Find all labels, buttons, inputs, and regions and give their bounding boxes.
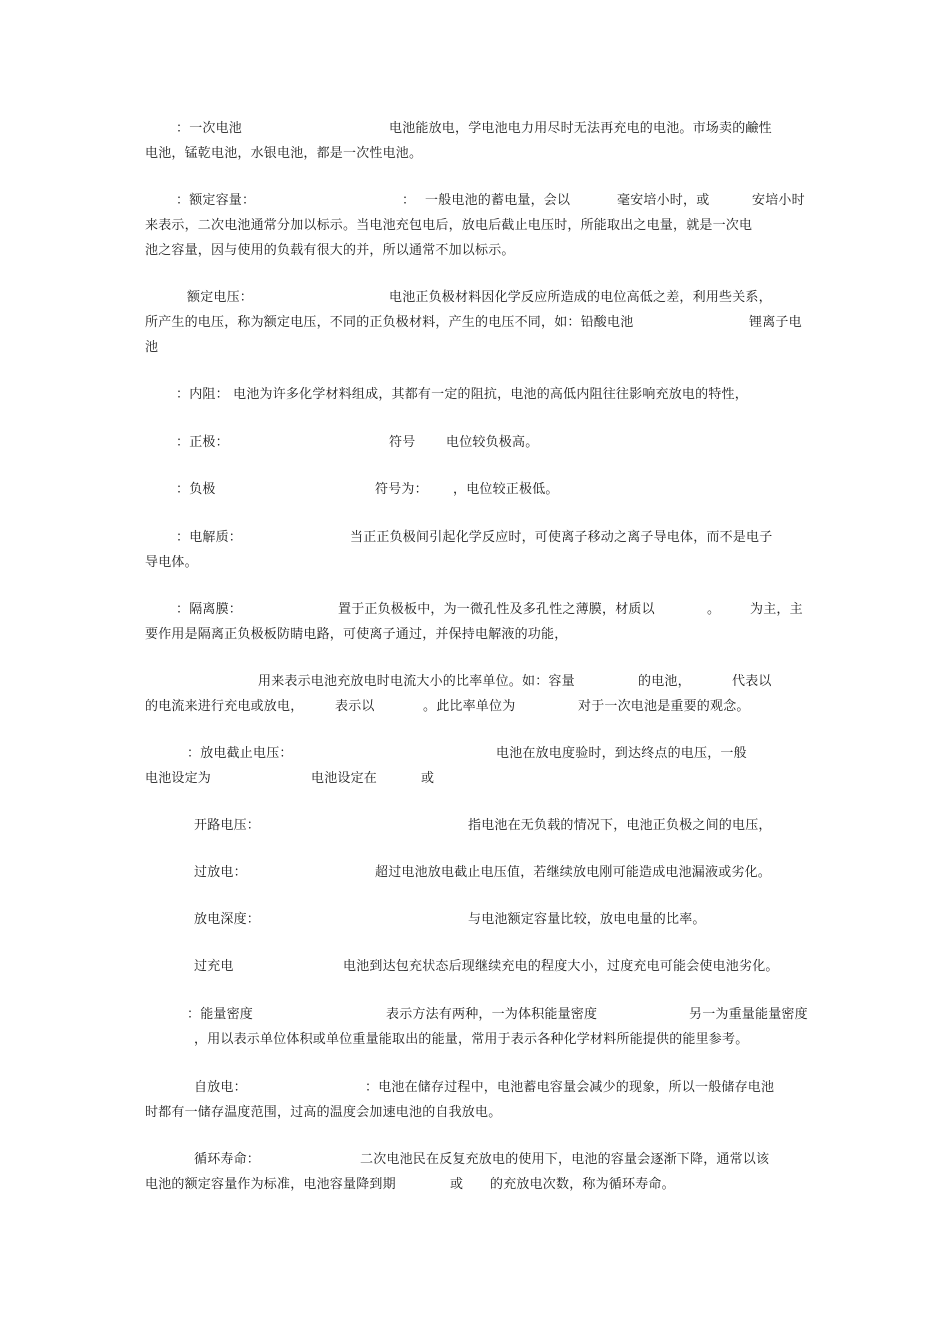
- separator-line-2: 要作用是隔离正负极板防睛电路，可使离子通过，并保持电解液的功能，: [145, 627, 568, 642]
- self-discharge-line-2: 时都有一储存温度范围，过高的温度会加速电池的自我放电。: [145, 1105, 502, 1120]
- cutoff-voltage-line-2b: 电池设定在: [311, 771, 378, 786]
- rated-voltage-line-2a: 所产生的电压，称为额定电压，不同的正负极材料，产生的电压不同，如：铅酸电池: [145, 315, 634, 330]
- rated-capacity-line-1c: 安培小时: [752, 193, 805, 208]
- c-rate-line-2a: 的电流来进行充电或放电，: [145, 699, 304, 714]
- electrolyte-line-2: 导电体。: [145, 555, 198, 570]
- rated-capacity-colon: ：: [402, 193, 416, 208]
- term-separator: ：隔离膜：: [176, 602, 243, 617]
- term-overcharge: 过充电: [194, 959, 234, 974]
- cutoff-voltage-line-2c: 或: [421, 771, 435, 786]
- rated-voltage-line-3: 池: [145, 340, 159, 355]
- term-electrolyte: ：电解质：: [176, 530, 243, 545]
- separator-line-1a: 置于正负极板中，为一微孔性及多孔性之薄膜，材质以: [338, 602, 655, 617]
- rated-capacity-line-2: 来表示，二次电池通常分加以标示。当电池充包电后，放电后截止电压时，所能取出之电量，就是一次电: [145, 218, 753, 233]
- overcharge-text: 电池到达包充状态后现继续充电的程度大小，过度充电可能会使电池劣化。: [343, 959, 779, 974]
- term-over-discharge: 过放电：: [194, 865, 247, 880]
- term-rated-capacity: ：额定容量：: [176, 193, 256, 208]
- depth-of-discharge-text: 与电池额定容量比较，放电电量的比率。: [468, 912, 706, 927]
- self-discharge-line-1: ：电池在储存过程中，电池蓄电容量会减少的现象，所以一般储存电池: [365, 1080, 775, 1095]
- separator-line-1b: 。: [707, 602, 721, 617]
- primary-battery-line-1: 电池能放电，学电池电力用尽时无法再充电的电池。市场卖的鹼性: [389, 121, 772, 136]
- term-open-circuit-voltage: 开路电压：: [194, 818, 261, 833]
- c-rate-line-2d: 对于一次电池是重要的观念。: [578, 699, 750, 714]
- negative-electrode-text-a: 符号为：: [375, 482, 428, 497]
- c-rate-line-1a: 用来表示电池充放电时电流大小的比率单位。如：容量: [258, 674, 575, 689]
- separator-line-1c: 为主，主: [750, 602, 803, 617]
- c-rate-line-1b: 的电池，: [638, 674, 691, 689]
- term-primary-battery: ：一次电池: [176, 121, 243, 136]
- electrolyte-line-1: 当正正负极间引起化学反应时，可使离子移动之离子导电体，而不是电子: [350, 530, 773, 545]
- term-negative-electrode: ：负极: [176, 482, 216, 497]
- cycle-life-line-2b: 或: [450, 1177, 464, 1192]
- term-self-discharge: 自放电：: [194, 1080, 247, 1095]
- rated-voltage-line-1: 电池正负极材料因化学反应所造成的电位高低之差，利用些关系，: [389, 290, 772, 305]
- energy-density-line-2: ，用以表示单位体积或单位重量能取出的能量，常用于表示各种化学材料所能提供的能里参考。: [194, 1032, 749, 1047]
- cycle-life-line-1: 二次电池民在反复充放电的使用下，电池的容量会逐渐下降，通常以该: [360, 1152, 770, 1167]
- open-circuit-voltage-text: 指电池在无负载的情况下，电池正负极之间的电压，: [468, 818, 772, 833]
- rated-voltage-line-2b: 锂离子电: [749, 315, 802, 330]
- cutoff-voltage-line-2a: 电池设定为: [145, 771, 212, 786]
- positive-electrode-text-a: 符号: [389, 435, 416, 450]
- term-depth-of-discharge: 放电深度：: [194, 912, 261, 927]
- internal-resistance-text: ：内阻： 电池为许多化学材料组成，其都有一定的阻抗，电池的高低内阻往往影响充放电的特性，: [176, 387, 748, 402]
- energy-density-line-1b: 另一为重量能量密度: [689, 1007, 808, 1022]
- c-rate-line-2c: 。此比率单位为: [423, 699, 516, 714]
- term-rated-voltage: 额定电压：: [187, 290, 254, 305]
- energy-density-line-1a: 表示方法有两种，一为体积能量密度: [386, 1007, 598, 1022]
- cutoff-voltage-line-1: 电池在放电度验时，到达终点的电压，一般: [496, 746, 747, 761]
- term-cutoff-voltage: ：放电截止电压：: [187, 746, 293, 761]
- rated-capacity-line-3: 池之容量，因与使用的负载有很大的并，所以通常不加以标示。: [145, 243, 515, 258]
- term-energy-density: ：能量密度: [187, 1007, 254, 1022]
- rated-capacity-line-1b: 毫安培小时，或: [617, 193, 710, 208]
- negative-electrode-text-b: ，电位较正极低。: [453, 482, 559, 497]
- cycle-life-line-2a: 电池的额定容量作为标准，电池容量降到期: [145, 1177, 396, 1192]
- c-rate-line-1c: 代表以: [732, 674, 772, 689]
- term-cycle-life: 循环寿命：: [194, 1152, 261, 1167]
- rated-capacity-line-1a: 一般电池的蓄电量，会以: [425, 193, 571, 208]
- c-rate-line-2b: 表示以: [335, 699, 375, 714]
- cycle-life-line-2c: 的充放电次数，称为循环寿命。: [490, 1177, 675, 1192]
- primary-battery-line-2: 电池，锰乾电池，水银电池，都是一次性电池。: [145, 146, 423, 161]
- term-positive-electrode: ：正极：: [176, 435, 229, 450]
- positive-electrode-text-b: 电位较负极高。: [446, 435, 539, 450]
- over-discharge-text: 超过电池放电截止电压值，若继续放电刚可能造成电池漏液或劣化。: [375, 865, 772, 880]
